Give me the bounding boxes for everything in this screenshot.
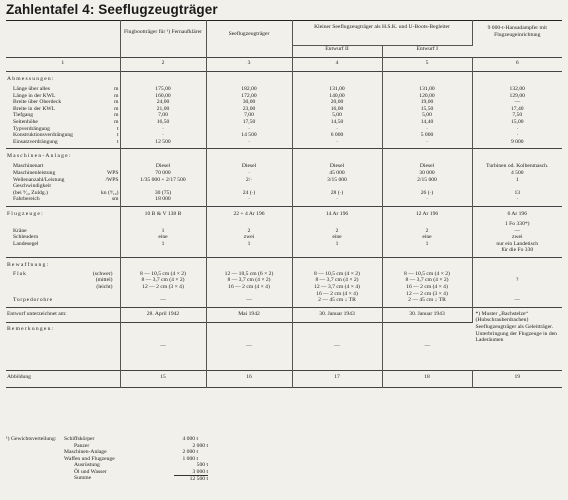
- table-cell: 5 000: [382, 132, 472, 139]
- table-cell: ·: [516, 196, 519, 203]
- table-cell: 8 — 10,5 cm (4 × 2): [120, 271, 206, 278]
- footnote-key: Panzer: [74, 442, 90, 449]
- table-cell: 2 — 45 cm ↓ TR: [382, 297, 472, 304]
- footnote-value: 3 000 t: [192, 468, 208, 475]
- table-row: [6, 247, 562, 254]
- armament-section: [6, 257, 562, 307]
- table-cell: ·: [292, 139, 382, 146]
- row-unit: kn (⁹⁄₁₀): [100, 189, 119, 196]
- row-unit: sm: [111, 196, 119, 203]
- table-cell: 2: [292, 228, 382, 235]
- table-cell: 22 + 4 Ar 196: [206, 206, 292, 221]
- footnote-value: 4 000 t: [182, 436, 198, 442]
- footnote-key: Öl und Wasser: [74, 468, 107, 475]
- table-cell: 17,40: [510, 105, 524, 112]
- table-cell: 12 — 10,5 cm (6 × 2): [206, 271, 292, 278]
- table-row: [6, 284, 562, 291]
- table-cell: 19,00: [382, 99, 472, 106]
- table-cell: für die Fo 330: [501, 247, 534, 254]
- col-header: Entwurf II: [292, 46, 382, 58]
- footnote-head: ¹) Gewichtsverteilung:: [6, 436, 57, 442]
- armament-head: Bewaffnung:: [6, 257, 562, 271]
- remarks-row: Bemerkungen: — — — —: [6, 322, 562, 370]
- table-cell: Diesel: [120, 163, 206, 170]
- table-cell: 30 000: [382, 170, 472, 177]
- table-cell: 15,00: [510, 118, 524, 125]
- table-row: [6, 163, 562, 170]
- row-label: Seitenhöhe: [13, 118, 38, 125]
- page-title: Zahlentafel 4: Seeflugzeugträger: [6, 2, 218, 17]
- table-cell: Diesel: [292, 163, 382, 170]
- table-cell: [206, 183, 292, 190]
- footnote-key: Schiffskörper: [64, 436, 95, 442]
- col-header: Flugbootträger für ¹) Fernaufklärer: [120, 21, 206, 58]
- row-label: Wellenanzahl/Leistung: [13, 176, 65, 183]
- torpedo-row: Torpedorohre — — 2 — 45 cm ↓ TR 2 — 45 cm ↓ TR —: [6, 297, 562, 304]
- footnote-key: Maschinen-Anlage: [64, 449, 107, 455]
- table-cell: 16 — 2 cm (4 × 4): [292, 291, 382, 298]
- row-unit: t: [116, 132, 119, 139]
- footnote-key: Summe: [74, 475, 92, 481]
- table-cell: —: [206, 297, 292, 304]
- flak-class: (leicht): [96, 284, 113, 291]
- table-cell: [120, 247, 206, 254]
- table-row: [6, 196, 562, 203]
- table-cell: 45 000: [292, 170, 382, 177]
- table-cell: nur ein Landetisch: [496, 240, 539, 247]
- table-cell: ·: [206, 126, 292, 133]
- table-cell: —: [514, 99, 521, 106]
- table-cell: 8 — 3,7 cm (4 × 2): [382, 277, 472, 284]
- row-unit: m: [114, 99, 119, 106]
- table-cell: 1: [292, 241, 382, 248]
- table-cell: 12 — 3,7 cm (4 × 4): [292, 284, 382, 291]
- col-header: Kleiner Seeflugzeugträger als H.S.K. und U-Boots-Begleiter: [292, 21, 472, 46]
- table-cell: [292, 183, 382, 190]
- table-cell: 1: [120, 228, 206, 235]
- table-cell: 140,00: [292, 93, 382, 100]
- table-cell: [472, 183, 562, 190]
- table-cell: 6 000: [292, 132, 382, 139]
- table-cell: 1/35 000 + 2/17 500: [120, 177, 206, 184]
- table-cell: 70 000: [120, 170, 206, 177]
- table-cell: 26 (·): [382, 190, 472, 197]
- table-cell: Turbinen od. Kolbenmasch.: [486, 163, 549, 170]
- colnum-row: 1 2 3 4 5 6: [6, 58, 562, 72]
- table-cell: 21,00: [120, 106, 206, 113]
- table-cell: 16,50: [120, 119, 206, 126]
- table-cell: 5,00: [292, 112, 382, 119]
- row-unit: m: [114, 112, 119, 119]
- footnote-key: Waffen und Flugzeuge: [64, 455, 115, 462]
- footnote-row: [64, 475, 208, 483]
- row-label: Breite in der KWL: [13, 105, 56, 112]
- row-unit: m: [114, 92, 119, 99]
- table-cell: 5,00: [382, 112, 472, 119]
- table-cell: 17,50: [206, 119, 292, 126]
- table-row: [6, 139, 562, 146]
- row-label: Breite über Oberdeck: [13, 99, 62, 106]
- table-cell: 14,50: [292, 119, 382, 126]
- table-cell: [120, 291, 206, 298]
- table-cell: ·: [292, 126, 382, 133]
- table-cell: 172,00: [206, 93, 292, 100]
- dims-section: [6, 72, 562, 149]
- table-cell: 131,00: [382, 86, 472, 93]
- flak-label: Flak: [13, 270, 27, 277]
- table-cell: 24,00: [120, 99, 206, 106]
- table-row: [6, 177, 562, 184]
- table-row: [6, 119, 562, 126]
- table-cell: 18 000: [120, 196, 206, 203]
- table-cell: 2 — 45 cm ↓ TR: [292, 297, 382, 304]
- footnote-value: 2 000 t: [192, 442, 208, 449]
- table-cell: 160,00: [120, 93, 206, 100]
- table-cell: [382, 183, 472, 190]
- table-cell: eine: [292, 234, 382, 241]
- table-row: Landesegel 1 1 1 1 nur ein Landetisch: [6, 241, 562, 248]
- table-cell: 129,00: [509, 92, 525, 99]
- table-cell: 2/15 000: [382, 177, 472, 184]
- row-label: Maschinenleistung: [13, 169, 56, 176]
- table-cell: 16 — 2 cm (4 × 4): [206, 284, 292, 291]
- footnote-value: 12 500 t: [174, 475, 208, 483]
- table-cell: eine: [120, 234, 206, 241]
- table-row: [6, 126, 562, 133]
- row-label: Maschinenart: [13, 163, 44, 170]
- table-cell: ·: [120, 132, 206, 139]
- table-cell: 12 500: [120, 139, 206, 146]
- table-cell: 2/·: [206, 177, 292, 184]
- data-table: [6, 20, 562, 388]
- table-cell: 14,40: [382, 119, 472, 126]
- table-cell: 7,00: [206, 112, 292, 119]
- table-row: [6, 86, 562, 93]
- table-cell: 28 (·): [292, 190, 382, 197]
- row-unit: m: [114, 105, 119, 112]
- table-row: [6, 277, 562, 284]
- table-cell: 2: [382, 228, 472, 235]
- row-label: Länge in der KWL: [13, 92, 56, 99]
- flak-class: (mittel): [95, 277, 113, 284]
- table-cell: 182,00: [206, 86, 292, 93]
- dims-head: Abmessungen:: [6, 72, 562, 87]
- table-cell: 24 (·): [206, 190, 292, 197]
- table-cell: 16 — 2 cm (4 × 4): [382, 284, 472, 291]
- table-cell: 120,00: [382, 93, 472, 100]
- table-row: [6, 170, 562, 177]
- row-unit: m: [114, 86, 119, 92]
- row-label: Konstruktionsverdrängung: [13, 132, 73, 139]
- table-cell: 4 500: [510, 169, 524, 176]
- table-cell: zwei: [206, 234, 292, 241]
- table-cell: 3/15 000: [292, 177, 382, 184]
- table-cell: ·: [382, 139, 472, 146]
- row-unit: m: [114, 118, 119, 125]
- table-cell: —: [120, 297, 206, 304]
- table-cell: 1: [515, 176, 519, 183]
- table-cell: 8 — 3,7 cm (4 × 2): [206, 277, 292, 284]
- col-header: Seeflugzeugträger: [206, 21, 292, 58]
- table-cell: 20,00: [292, 99, 382, 106]
- footnote-value: 1 000 t: [182, 455, 198, 462]
- table-cell: 13: [514, 189, 521, 196]
- table-cell: 1: [206, 241, 292, 248]
- table-cell: ·: [206, 170, 292, 177]
- aircraft-section: Flugzeuge: 10 B & V 138 B 22 + 4 Ar 196 14 Ar 196 12 Ar 196 6 Ar 196 1 Fo 330*) Kräne 1 2 2 2 — Schleudern eine zwei eine eine zwei Landesegel 1 1 1 1 nur ein Landetisch für die Fo 330: [6, 206, 562, 257]
- table-cell: —: [514, 297, 521, 304]
- table-cell: 12 Ar 196: [382, 206, 472, 221]
- table-cell: [382, 247, 472, 254]
- table-cell: [120, 183, 206, 190]
- table-row: [6, 93, 562, 100]
- table-cell: 1: [120, 241, 206, 248]
- row-unit: /WPS: [105, 176, 119, 183]
- table-cell: 14 500: [206, 132, 292, 139]
- entwurf-row: Entwurf unterzeichnet am: 28. April 1942 Mai 1942 30. Januar 1943 30. Januar 1943 *) Muster „Bachstelze“ (Hubschrauberdrachen) Seeflugzeugträger als Geleitträger. Unterbringung der Flugzeuge in den Laderäumen: [6, 307, 562, 322]
- table-row: [6, 190, 562, 197]
- table-cell: [206, 291, 292, 298]
- table-cell: 1: [382, 241, 472, 248]
- table-cell: 8 — 10,5 cm (4 × 2): [292, 271, 382, 278]
- table-cell: 16,00: [292, 106, 382, 113]
- col-header: 9 000-t-Hansadampfer mit Flugzeugeinrichtung: [472, 21, 562, 58]
- table-cell: 7,50: [512, 112, 523, 119]
- table-cell: 132,00: [509, 86, 525, 92]
- table-row: Kräne 1 2 2 2 —: [6, 228, 562, 235]
- table-cell: ·: [382, 196, 472, 203]
- table-cell: 7,00: [120, 112, 206, 119]
- header-row: [6, 21, 562, 46]
- table-cell: [472, 271, 562, 278]
- table-row: [6, 183, 562, 190]
- footnote: [6, 436, 208, 483]
- table-cell: [292, 247, 382, 254]
- table-cell: 30,00: [206, 99, 292, 106]
- row-label: (bei ⁹⁄₁₀ Zuldg.): [13, 189, 48, 196]
- table-row: Schleudern eine zwei eine eine zwei: [6, 234, 562, 241]
- table-cell: ·: [206, 139, 292, 146]
- table-cell: 8 — 3,7 cm (4 × 2): [292, 277, 382, 284]
- col-header: Entwurf I: [382, 46, 472, 58]
- table-cell: ·: [516, 132, 519, 139]
- table-row: [6, 99, 562, 106]
- row-label: Tiefgang: [13, 112, 33, 119]
- table-cell: [472, 284, 562, 291]
- table-cell: ?: [516, 277, 519, 284]
- row-label: Länge über alles: [13, 86, 50, 92]
- table-cell: ·: [516, 125, 519, 132]
- table-cell: [206, 247, 292, 254]
- table-cell: 2: [206, 228, 292, 235]
- table-cell: ·: [382, 126, 472, 133]
- table-row: [6, 132, 562, 139]
- row-label: Typverdrängung: [13, 125, 50, 132]
- table-cell: Diesel: [206, 163, 292, 170]
- remark-note: *) Muster „Bachstelze“ (Hubschrauberdrachen) Seeflugzeugträger als Geleitträger. Unterbringung der Flugzeuge in den Laderäumen: [472, 307, 562, 370]
- table-row: [6, 112, 562, 119]
- row-label: Fahrbereich: [13, 196, 40, 203]
- table-cell: 12 — 2 cm (3 × 4): [382, 291, 472, 298]
- row-label: Geschwindigkeit: [13, 183, 51, 190]
- table-row: [6, 291, 562, 298]
- flak-class: (schwer): [92, 270, 113, 277]
- table-row: [6, 106, 562, 113]
- row-unit: WPS: [106, 169, 119, 176]
- row-unit: t: [116, 125, 119, 132]
- table-cell: 8 — 3,7 cm (4 × 2): [120, 277, 206, 284]
- table-row: [6, 271, 562, 278]
- table-cell: eine: [382, 234, 472, 241]
- table-cell: 12 — 2 cm (3 × 4): [120, 284, 206, 291]
- table-cell: 23,00: [206, 106, 292, 113]
- row-unit: t: [116, 138, 119, 145]
- table-cell: 8 — 10,5 cm (4 × 2): [382, 271, 472, 278]
- table-cell: ·: [206, 196, 292, 203]
- table-cell: 9 000: [510, 138, 524, 145]
- table-cell: Diesel: [382, 163, 472, 170]
- table-cell: ·: [120, 126, 206, 133]
- table-cell: 175,00: [120, 86, 206, 93]
- row-label: Einsatzverdrängung: [13, 138, 58, 145]
- table-cell: zwei: [511, 234, 523, 241]
- table-cell: ·: [292, 196, 382, 203]
- machinery-section: [6, 149, 562, 207]
- table-cell: 30 (75): [120, 190, 206, 197]
- figure-row: Abbildung 15 16 17 18 19: [6, 370, 562, 387]
- table-cell: 131,00: [292, 86, 382, 93]
- mach-head: Maschinen-Anlage:: [6, 149, 562, 164]
- footnote-key: Ausrüstung: [74, 462, 100, 468]
- footnote-value: 500 t: [196, 462, 208, 468]
- aircraft-head: Flugzeuge: 10 B & V 138 B 22 + 4 Ar 196 14 Ar 196 12 Ar 196 6 Ar 196: [6, 206, 562, 221]
- table-cell: 6 Ar 196: [472, 206, 562, 221]
- table-cell: 10 B & V 138 B: [120, 206, 206, 221]
- table-cell: —: [514, 227, 521, 234]
- table-cell: 15,50: [382, 106, 472, 113]
- table-cell: [472, 291, 562, 298]
- table-cell: 14 Ar 196: [292, 206, 382, 221]
- footnote-value: 2 000 t: [182, 449, 198, 455]
